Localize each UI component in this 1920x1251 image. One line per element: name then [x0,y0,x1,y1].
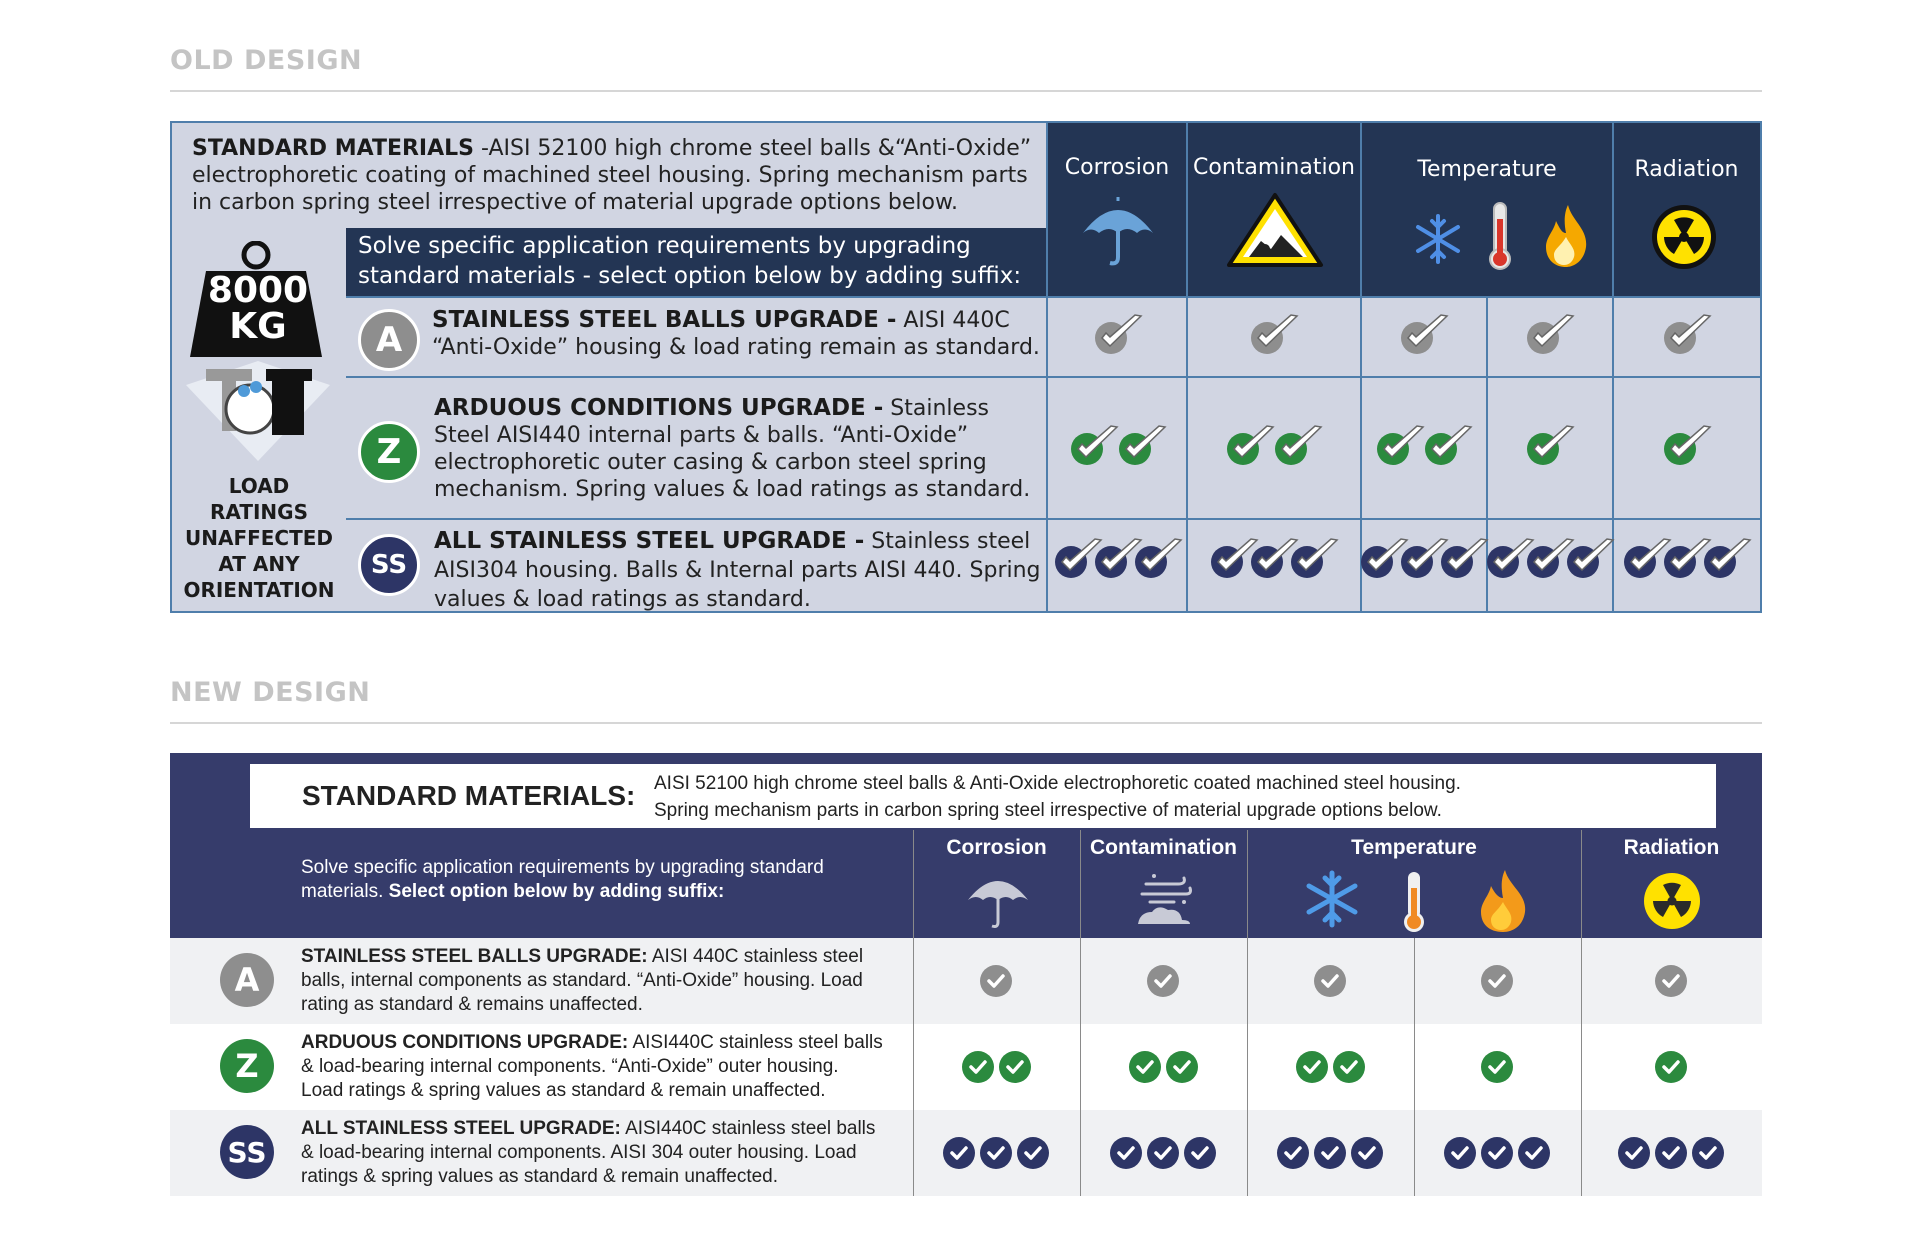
new-check-icon [1351,1137,1383,1169]
new-col-temperature: Temperature [1351,836,1477,859]
new-check-icon [1481,965,1513,997]
old-badge-ss: SS [358,534,420,596]
old-solve-text: Solve specific application requirements by upgrading standard materials - select option below by adding suffix: [358,233,1022,289]
old-check-icon [1375,423,1429,469]
old-col-temperature: Temperature [1417,157,1557,182]
old-row-divider [346,518,1760,520]
old-check-icon [1093,312,1147,358]
new-check-icon [1147,965,1179,997]
old-check-icon [1525,312,1579,358]
new-check-icon [1518,1137,1550,1169]
new-standard-text: AISI 52100 high chrome steel balls & Anti-Oxide electrophoretic coated machined steel housing. Spring mechanism parts in carbon spring steel irrespective of material upgrade options below. [654,773,1461,821]
thermometer-icon [1487,201,1513,271]
load-ratings-text: LOAD RATINGS UNAFFECTED AT ANY ORIENTATION [183,474,335,602]
new-check-icon [1655,1137,1687,1169]
new-check-icon [1166,1051,1198,1083]
snowflake-icon [1412,213,1464,265]
new-row-z-text: ARDUOUS CONDITIONS UPGRADE: AISI440C stainless steel balls & load-bearing internal components. “Anti-Oxide” outer housing. Load ratings & spring values as standard & remain unaffected. [301,1032,883,1101]
umbrella-icon [966,868,1030,930]
new-check-icon [1692,1137,1724,1169]
new-check-icon [980,1137,1012,1169]
old-col-corrosion: Corrosion [1064,155,1170,180]
old-check-icon [1133,536,1187,582]
new-check-icon [1147,1137,1179,1169]
new-check-icon [1655,965,1687,997]
new-row-ss-text: ALL STAINLESS STEEL UPGRADE: AISI440C stainless steel balls & load-bearing internal components. AISI 304 outer housing. Load ratings & spring values as standard & remain unaffected. [301,1118,876,1187]
old-row-ss-text: ALL STAINLESS STEEL UPGRADE - Stainless steel AISI304 housing. Balls & Internal parts AISI 440. Spring values & load ratings as standard. [434,528,1041,612]
new-check-icon [999,1051,1031,1083]
new-check-icon [980,965,1012,997]
old-badge-z: Z [358,421,420,483]
old-check-icon [1117,423,1171,469]
old-check-icon [1399,312,1453,358]
old-check-icon [1273,423,1327,469]
old-check-icon [1662,423,1716,469]
new-check-icon [1655,1051,1687,1083]
new-check-icon [962,1051,994,1083]
new-standard-label: STANDARD MATERIALS: [302,780,636,811]
tc-logo [186,361,330,461]
old-design-title: OLD DESIGN [170,45,363,76]
old-check-icon [1225,423,1279,469]
new-design-title: NEW DESIGN [170,677,371,708]
old-check-icon [1423,423,1477,469]
new-check-icon [1481,1137,1513,1169]
snowflake-icon [1303,870,1361,928]
new-col-divider [1581,830,1582,1196]
old-badge-a: A [358,309,420,371]
new-col-divider [913,830,914,1196]
new-design-rule [170,722,1762,724]
new-badge-z: Z [220,1039,274,1093]
new-check-icon [1314,965,1346,997]
new-col-divider [1414,938,1415,1196]
old-col-radiation: Radiation [1634,157,1739,182]
new-badge-ss: SS [220,1125,274,1179]
old-check-icon [1702,536,1756,582]
old-row-divider [346,376,1760,378]
new-check-icon [1129,1051,1161,1083]
old-check-icon [1525,423,1579,469]
new-col-divider [1247,830,1248,1196]
new-check-icon [1184,1137,1216,1169]
old-standard-text: STANDARD MATERIALS -AISI 52100 high chrome steel balls &“Anti-Oxide” electrophoretic coating of machined steel housing. Spring mechanism parts in carbon spring steel irrespective of material upgrade options below. [192,136,1032,215]
flame-icon [1542,203,1592,269]
new-check-icon [1444,1137,1476,1169]
new-badge-a: A [220,953,274,1007]
new-check-icon [1314,1137,1346,1169]
old-col-divider [1046,123,1048,611]
old-row-a-text: STAINLESS STEEL BALLS UPGRADE - AISI 440C “Anti-Oxide” housing & load rating remain as standard. [432,307,1040,360]
new-check-icon [1277,1137,1309,1169]
flame-icon [1477,868,1531,934]
old-design-table [170,121,1762,613]
old-check-icon [1069,423,1123,469]
old-design-rule [170,90,1762,92]
radiation-icon [1650,203,1718,271]
radiation-icon [1643,872,1701,930]
new-check-icon [943,1137,975,1169]
thermometer-icon [1399,870,1429,934]
old-check-icon [1249,312,1303,358]
new-col-divider [1080,830,1081,1196]
new-solve-text: Solve specific application requirements by upgrading standard materials. Select option below by adding suffix: [301,857,824,902]
old-check-icon [1289,536,1343,582]
new-col-radiation: Radiation [1623,836,1720,859]
new-check-icon [1296,1051,1328,1083]
old-col-contamination: Contamination [1193,155,1355,180]
new-check-icon [1110,1137,1142,1169]
old-row-z-text: ARDUOUS CONDITIONS UPGRADE - Stainless Steel AISI440 internal parts & balls. “Anti-Oxide” electrophoretic outer casing & carbon steel spring mechanism. Spring values & load ratings as standard. [434,395,1031,502]
new-standard-box [250,764,1716,828]
old-check-icon [1662,312,1716,358]
new-check-icon [1017,1137,1049,1169]
new-check-icon [1333,1051,1365,1083]
new-col-contamination: Contamination [1090,836,1237,859]
new-row-a-text: STAINLESS STEEL BALLS UPGRADE: AISI 440C stainless steel balls, internal components as standard. “Anti-Oxide” housing. Load rating as standard & remains unaffected. [301,946,864,1015]
old-check-icon [1565,536,1619,582]
dust-icon [1132,868,1196,930]
contamination-warning-icon [1225,191,1325,271]
umbrella-icon [1079,195,1157,267]
new-check-icon [1618,1137,1650,1169]
old-row-divider [346,296,1760,298]
new-check-icon [1481,1051,1513,1083]
weight-label: 8000 KG [207,270,309,347]
new-col-corrosion: Corrosion [946,836,1047,859]
